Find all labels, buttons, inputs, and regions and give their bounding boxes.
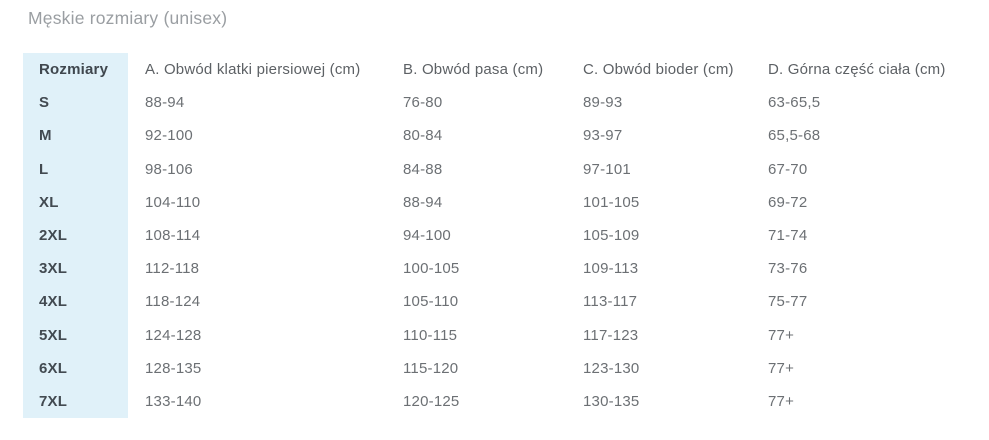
size-cell: 3XL — [23, 252, 128, 285]
table-row — [23, 385, 967, 418]
header-waist: B. Obwód pasa (cm) — [403, 61, 544, 79]
header-sizes: Rozmiary — [23, 53, 128, 86]
size-cell: 5XL — [23, 319, 128, 352]
header-chest: A. Obwód klatki piersiowej (cm) — [145, 61, 361, 79]
page-title: Męskie rozmiary (unisex) — [28, 8, 228, 28]
size-table — [23, 53, 967, 418]
waist-cell: 105-110 — [403, 293, 459, 311]
table-row — [23, 86, 967, 119]
hips-cell: 113-117 — [583, 293, 638, 311]
hips-cell: 109-113 — [583, 260, 639, 278]
table-row — [23, 319, 967, 352]
chest-cell: 133-140 — [145, 392, 202, 410]
hips-cell: 105-109 — [583, 227, 640, 245]
waist-cell: 88-94 — [403, 193, 443, 211]
upper-body-cell: 75-77 — [768, 293, 808, 311]
hips-cell: 101-105 — [583, 193, 640, 211]
size-cell: L — [23, 153, 128, 186]
chest-cell: 92-100 — [145, 127, 193, 145]
upper-body-cell: 73-76 — [768, 260, 808, 278]
chest-cell: 108-114 — [145, 227, 201, 245]
table-row — [23, 219, 967, 252]
table-row — [23, 285, 967, 318]
upper-body-cell: 77+ — [768, 359, 795, 377]
size-cell: S — [23, 86, 128, 119]
chest-cell: 124-128 — [145, 326, 202, 344]
chest-cell: 112-118 — [145, 260, 200, 278]
hips-cell: 130-135 — [583, 392, 640, 410]
waist-cell: 94-100 — [403, 227, 451, 245]
table-header-row — [23, 53, 967, 86]
size-cell: 7XL — [23, 385, 128, 418]
waist-cell: 84-88 — [403, 160, 443, 178]
chest-cell: 128-135 — [145, 359, 202, 377]
waist-cell: 76-80 — [403, 94, 443, 112]
waist-cell: 80-84 — [403, 127, 443, 145]
size-cell: M — [23, 119, 128, 152]
waist-cell: 120-125 — [403, 392, 460, 410]
upper-body-cell: 69-72 — [768, 193, 808, 211]
upper-body-cell: 77+ — [768, 326, 795, 344]
chest-cell: 118-124 — [145, 293, 201, 311]
upper-body-cell: 71-74 — [768, 227, 808, 245]
header-hips: C. Obwód bioder (cm) — [583, 61, 734, 79]
chest-cell: 104-110 — [145, 193, 201, 211]
table-row — [23, 153, 967, 186]
size-cell: 4XL — [23, 285, 128, 318]
waist-cell: 110-115 — [403, 326, 458, 344]
waist-cell: 115-120 — [403, 359, 459, 377]
size-cell: 6XL — [23, 352, 128, 385]
upper-body-cell: 63-65,5 — [768, 94, 821, 112]
table-row — [23, 352, 967, 385]
size-cell: XL — [23, 186, 128, 219]
chest-cell: 98-106 — [145, 160, 193, 178]
table-row — [23, 252, 967, 285]
upper-body-cell: 77+ — [768, 392, 795, 410]
hips-cell: 97-101 — [583, 160, 631, 178]
waist-cell: 100-105 — [403, 260, 460, 278]
table-row — [23, 186, 967, 219]
hips-cell: 123-130 — [583, 359, 640, 377]
hips-cell: 117-123 — [583, 326, 639, 344]
upper-body-cell: 67-70 — [768, 160, 808, 178]
size-cell: 2XL — [23, 219, 128, 252]
header-upper-body: D. Górna część ciała (cm) — [768, 61, 946, 79]
upper-body-cell: 65,5-68 — [768, 127, 821, 145]
chest-cell: 88-94 — [145, 94, 185, 112]
hips-cell: 89-93 — [583, 94, 623, 112]
hips-cell: 93-97 — [583, 127, 623, 145]
table-row — [23, 119, 967, 152]
